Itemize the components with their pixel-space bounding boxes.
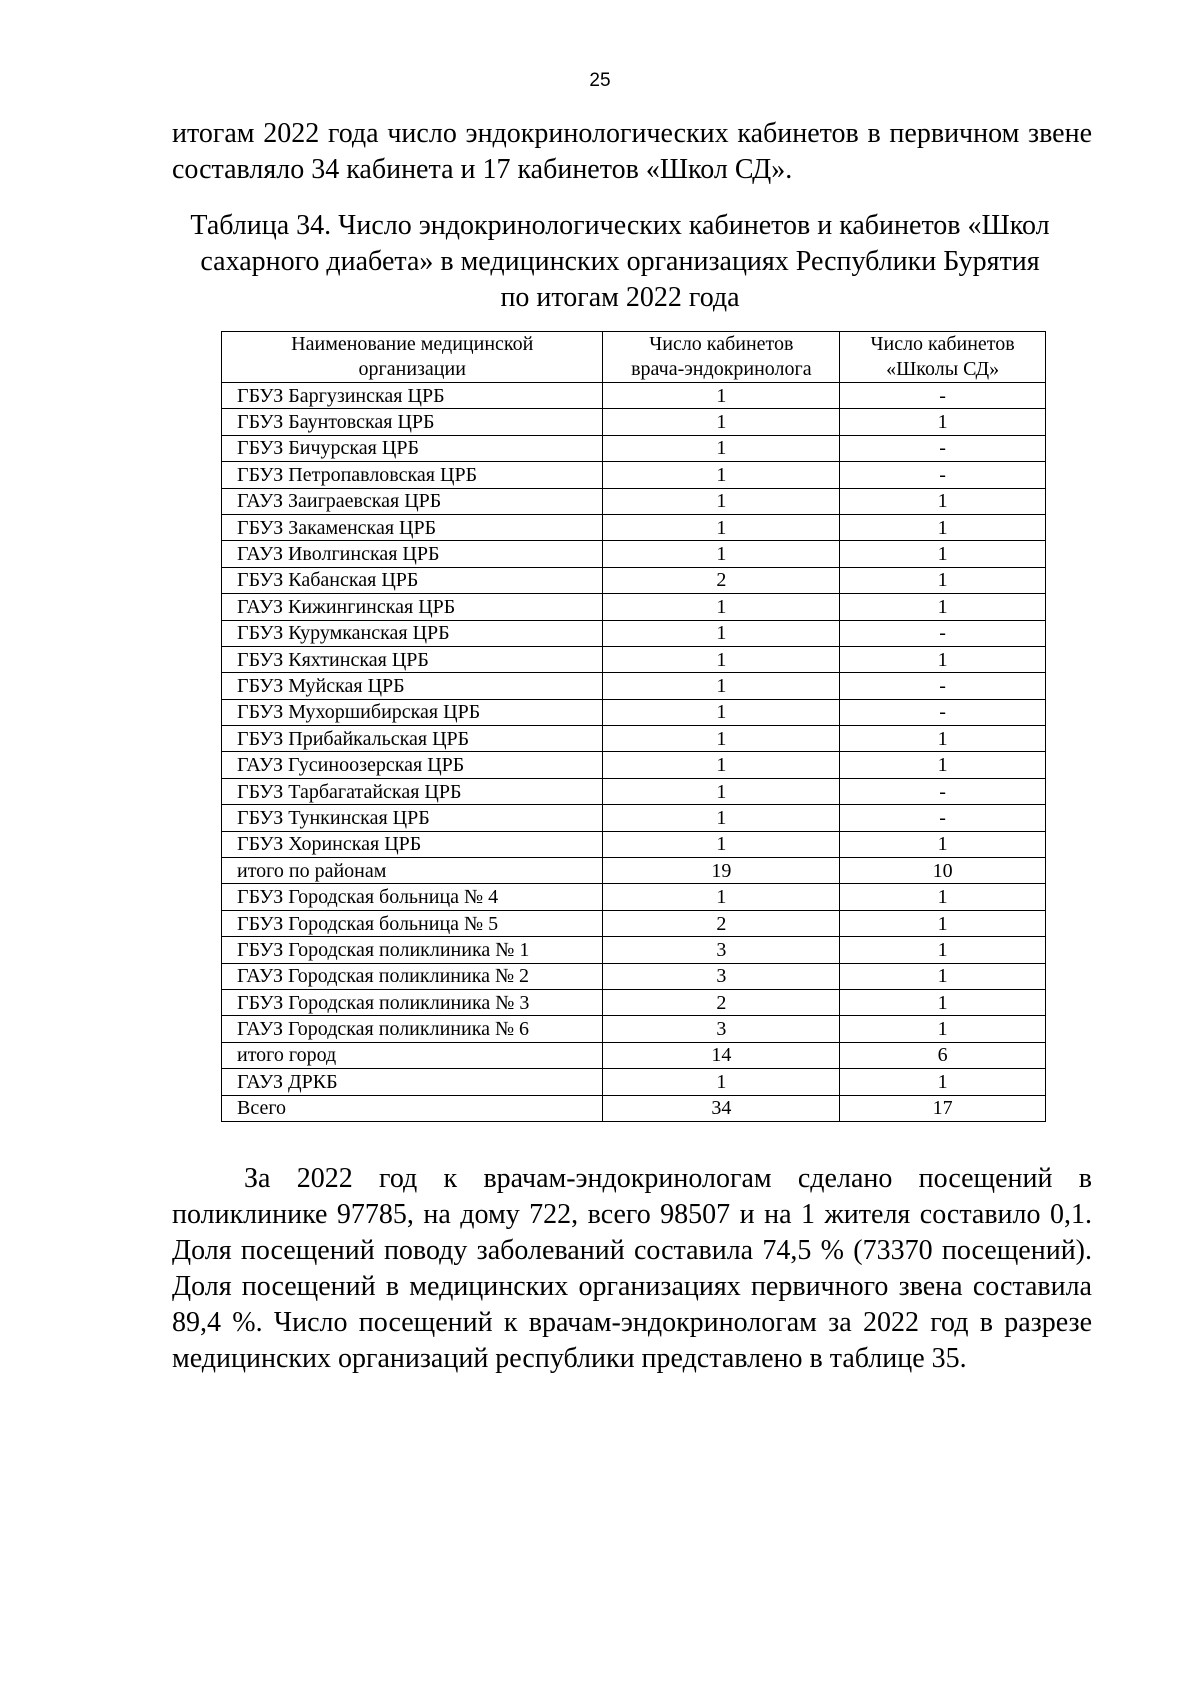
cell-endocrinologist-count: 2 — [603, 910, 840, 936]
cell-endocrinologist-count: 3 — [603, 1016, 840, 1042]
cell-school-count: 1 — [840, 989, 1046, 1015]
cell-endocrinologist-count: 1 — [603, 778, 840, 804]
cell-endocrinologist-count: 1 — [603, 594, 840, 620]
table-caption-line-3: по итогам 2022 года — [500, 282, 740, 313]
cell-organization-name: ГБУЗ Городская больница № 4 — [222, 884, 603, 910]
header-school-line-2: «Школы СД» — [886, 358, 1000, 380]
cell-school-count: 6 — [840, 1042, 1046, 1068]
cell-organization-name: ГБУЗ Курумканская ЦРБ — [222, 620, 603, 646]
cell-endocrinologist-count: 1 — [603, 383, 840, 409]
cell-organization-name: ГБУЗ Прибайкальская ЦРБ — [222, 726, 603, 752]
cell-endocrinologist-count: 1 — [603, 1069, 840, 1095]
cell-endocrinologist-count: 1 — [603, 462, 840, 488]
table-row — [222, 989, 1046, 1015]
cell-endocrinologist-count: 1 — [603, 805, 840, 831]
table-row — [222, 752, 1046, 778]
cell-school-count: 1 — [840, 1069, 1046, 1095]
cell-endocrinologist-count: 1 — [603, 646, 840, 672]
cell-school-count: 1 — [840, 1016, 1046, 1042]
paragraph-bottom — [172, 1161, 1092, 1377]
table-caption-line-2: сахарного диабета» в медицинских организациях Республики Бурятия — [200, 246, 1040, 277]
cell-endocrinologist-count: 1 — [603, 409, 840, 435]
page-number: 25 — [589, 70, 611, 91]
header-organization-line-1: Наименование медицинской — [291, 333, 534, 355]
cell-endocrinologist-count: 19 — [603, 858, 840, 884]
cell-school-count: - — [840, 805, 1046, 831]
cell-organization-name: ГБУЗ Закаменская ЦРБ — [222, 514, 603, 540]
cell-organization-name: ГБУЗ Тарбагатайская ЦРБ — [222, 778, 603, 804]
cell-school-count: 1 — [840, 884, 1046, 910]
cell-school-count: 1 — [840, 752, 1046, 778]
cell-endocrinologist-count: 1 — [603, 488, 840, 514]
cell-endocrinologist-count: 14 — [603, 1042, 840, 1068]
table-row — [222, 858, 1046, 884]
cell-school-count: - — [840, 383, 1046, 409]
table-row — [222, 831, 1046, 857]
table-row — [222, 884, 1046, 910]
cell-organization-name: итого город — [222, 1042, 603, 1068]
cell-school-count: 1 — [840, 488, 1046, 514]
cell-endocrinologist-count: 2 — [603, 989, 840, 1015]
table-row — [222, 514, 1046, 540]
cell-endocrinologist-count: 34 — [603, 1095, 840, 1121]
cell-organization-name: ГБУЗ Бичурская ЦРБ — [222, 435, 603, 461]
cell-organization-name: ГБУЗ Городская поликлиника № 3 — [222, 989, 603, 1015]
cell-school-count: 17 — [840, 1095, 1046, 1121]
cell-school-count: 1 — [840, 646, 1046, 672]
paragraph-bottom-text: За 2022 год к врачам-эндокринологам сделано посещений в поликлинике 97785, на дому 722, всего 98507 и на 1 жителя составило 0,1. Доля посещений поводу заболеваний составила 74,5 % (73370 посещений). Доля посещений в медицинских организациях первичного звена составила 89,4 %. Число посещений к врачам-эндокринологам за 2022 год в разрезе медицинских организаций республики представлено в таблице 35. — [172, 1163, 1092, 1374]
cell-school-count: 1 — [840, 963, 1046, 989]
table-row — [222, 646, 1046, 672]
table-row — [222, 409, 1046, 435]
table-row — [222, 462, 1046, 488]
cell-school-count: 1 — [840, 726, 1046, 752]
header-organization — [222, 332, 603, 383]
cell-organization-name: ГБУЗ Баунтовская ЦРБ — [222, 409, 603, 435]
cell-organization-name: ГАУЗ Городская поликлиника № 6 — [222, 1016, 603, 1042]
cell-school-count: - — [840, 673, 1046, 699]
cell-endocrinologist-count: 1 — [603, 884, 840, 910]
cell-school-count: - — [840, 699, 1046, 725]
table-row — [222, 778, 1046, 804]
cell-organization-name: ГБУЗ Баргузинская ЦРБ — [222, 383, 603, 409]
table-body — [222, 383, 1046, 1122]
cell-endocrinologist-count: 1 — [603, 514, 840, 540]
cell-school-count: 1 — [840, 541, 1046, 567]
cell-school-count: 1 — [840, 831, 1046, 857]
cell-organization-name: ГБУЗ Хоринская ЦРБ — [222, 831, 603, 857]
cell-endocrinologist-count: 1 — [603, 726, 840, 752]
cell-organization-name: ГБУЗ Городская поликлиника № 1 — [222, 937, 603, 963]
table-caption — [160, 208, 1080, 316]
cell-organization-name: ГАУЗ Гусиноозерская ЦРБ — [222, 752, 603, 778]
cell-endocrinologist-count: 1 — [603, 435, 840, 461]
table-row — [222, 910, 1046, 936]
cell-school-count: - — [840, 778, 1046, 804]
cell-school-count: 1 — [840, 567, 1046, 593]
cell-school-count: - — [840, 462, 1046, 488]
table-row — [222, 383, 1046, 409]
table-row — [222, 567, 1046, 593]
cell-organization-name: ГБУЗ Городская больница № 5 — [222, 910, 603, 936]
table-caption-line-1: Таблица 34. Число эндокринологических кабинетов и кабинетов «Школ — [190, 210, 1050, 241]
cell-endocrinologist-count: 1 — [603, 752, 840, 778]
table-row — [222, 1016, 1046, 1042]
header-endocrinologist-offices — [603, 332, 840, 383]
cell-organization-name: Всего — [222, 1095, 603, 1121]
cell-organization-name: ГАУЗ Иволгинская ЦРБ — [222, 541, 603, 567]
cell-organization-name: ГБУЗ Муйская ЦРБ — [222, 673, 603, 699]
table-row — [222, 1095, 1046, 1121]
cell-school-count: - — [840, 620, 1046, 646]
cell-school-count: 1 — [840, 409, 1046, 435]
endocrinology-offices-table — [221, 331, 1046, 1122]
cell-school-count: 1 — [840, 594, 1046, 620]
table-row — [222, 594, 1046, 620]
cell-organization-name: итого по районам — [222, 858, 603, 884]
cell-school-count: 1 — [840, 910, 1046, 936]
cell-organization-name: ГАУЗ Заиграевская ЦРБ — [222, 488, 603, 514]
table-row — [222, 435, 1046, 461]
table-row — [222, 805, 1046, 831]
cell-organization-name: ГБУЗ Кабанская ЦРБ — [222, 567, 603, 593]
cell-endocrinologist-count: 3 — [603, 963, 840, 989]
cell-endocrinologist-count: 1 — [603, 620, 840, 646]
cell-organization-name: ГБУЗ Кяхтинская ЦРБ — [222, 646, 603, 672]
cell-school-count: - — [840, 435, 1046, 461]
table-row — [222, 699, 1046, 725]
cell-school-count: 1 — [840, 937, 1046, 963]
table-header-row — [222, 332, 1046, 383]
table-row — [222, 620, 1046, 646]
header-school-line-1: Число кабинетов — [870, 333, 1015, 355]
cell-endocrinologist-count: 1 — [603, 699, 840, 725]
header-endocrinologist-line-2: врача-эндокринолога — [631, 358, 812, 380]
cell-endocrinologist-count: 1 — [603, 673, 840, 699]
header-diabetes-school-offices — [840, 332, 1046, 383]
table-row — [222, 726, 1046, 752]
cell-organization-name: ГБУЗ Петропавловская ЦРБ — [222, 462, 603, 488]
cell-endocrinologist-count: 2 — [603, 567, 840, 593]
paragraph-top: итогам 2022 года число эндокринологических кабинетов в первичном звене составляло 34 кабинета и 17 кабинетов «Школ СД». — [172, 118, 1092, 185]
table-row — [222, 488, 1046, 514]
table-row — [222, 1042, 1046, 1068]
header-organization-line-2: организации — [358, 358, 466, 380]
cell-school-count: 1 — [840, 514, 1046, 540]
cell-school-count: 10 — [840, 858, 1046, 884]
cell-endocrinologist-count: 3 — [603, 937, 840, 963]
cell-organization-name: ГАУЗ ДРКБ — [222, 1069, 603, 1095]
header-endocrinologist-line-1: Число кабинетов — [649, 333, 794, 355]
table-row — [222, 963, 1046, 989]
table-row — [222, 673, 1046, 699]
cell-endocrinologist-count: 1 — [603, 831, 840, 857]
cell-endocrinologist-count: 1 — [603, 541, 840, 567]
table-row — [222, 541, 1046, 567]
cell-organization-name: ГБУЗ Мухоршибирская ЦРБ — [222, 699, 603, 725]
cell-organization-name: ГБУЗ Тункинская ЦРБ — [222, 805, 603, 831]
table-row — [222, 1069, 1046, 1095]
table-row — [222, 937, 1046, 963]
cell-organization-name: ГАУЗ Городская поликлиника № 2 — [222, 963, 603, 989]
cell-organization-name: ГАУЗ Кижингинская ЦРБ — [222, 594, 603, 620]
